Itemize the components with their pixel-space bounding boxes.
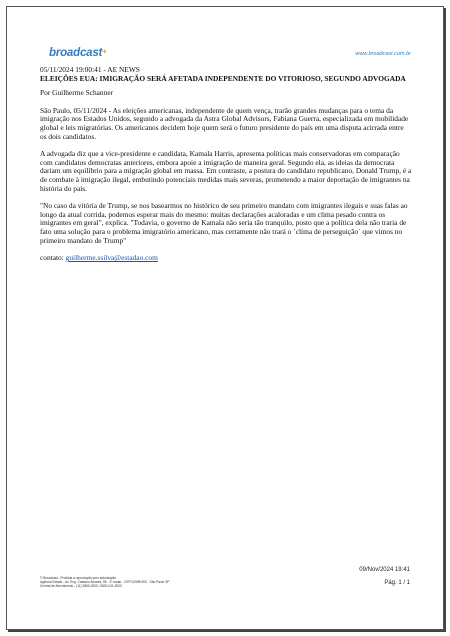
article-byline: Por Guilherme Schanner	[40, 88, 114, 98]
contact-line	[40, 254, 412, 263]
print-date: 09/Nov/2024 19:41	[359, 567, 410, 573]
article-headline: ELEIÇÕES EUA: IMIGRAÇÃO SERÁ AFETADA INDEPENDENTE DO VITORIOSO, SEGUNDO ADVOGADA	[40, 73, 406, 83]
article-paragraph: "No caso da vitória de Trump, se nos basearmos no histórico de seu primeiro mandato com imigrantes ilegais e suas falas ao longo da atual corrida, podemos esperar mais do mesmo: muitas declarações acaloradas e um clima pesado contra os imigrantes em geral", explica. "Todavia, o governo de Kamala não seria tão tranquilo, posto que a política dela não traria de fato uma solução para o problema imigratório americano, mas certamente não trará o ´clima de perseguição´ que vimos no primeiro mandato de Trump"	[40, 201, 408, 245]
contact-email-link[interactable]: guilherme.ssilva@estadao.com	[65, 253, 158, 263]
legal-notice	[40, 576, 300, 588]
article-paragraph: São Paulo, 05/11/2024 - As eleições americanas, independente de quem vença, trarão grandes mudanças para o tema da imigração nos Estados Unidos, segundo a advogada da Astra Global Advisors, Fabiana Guerra, especializada em mobilidade global e leis migratórias. Os americanos decidem hoje quem será o futuro presidente do país em uma disputa acirrada entre os dois candidatos.	[40, 105, 409, 141]
article-body	[40, 66, 412, 263]
website-link[interactable]: www.broadcast.com.br	[355, 51, 411, 57]
contact-label: contato:	[40, 253, 66, 263]
article-paragraph: A advogada diz que a vice-presidente e candidata, Kamala Harris, apresenta políticas mais conservadoras em comparação com candidatos democratas anteriores, embora apoie a imigração de maneira geral. Segundo ela, as ideias da democrata dariam um equilíbrio para a migração global em massa. Em contraste, a postura do candidato republicano, Donald Trump, é a de combate à imigração ilegal, embutindo potenciais medidas mais severas, prometendo a maior deportação de imigrantes na história do país.	[40, 149, 412, 193]
page-number: Pág. 1 / 1	[384, 580, 410, 586]
logo-text: broadcast	[49, 47, 103, 59]
broadcast-logo	[49, 47, 107, 59]
article-dateline: 05/11/2024 19:00:41 - AE NEWS	[40, 65, 140, 74]
legal-line: Central de Atendimento - (11) 3856-2500 / 0800-011-3000	[40, 584, 122, 589]
logo-star-icon: +	[102, 47, 107, 56]
legal-line: © Broadcast - Proibida a reprodução sem autorização.	[40, 576, 117, 580]
legal-line: Agência Estado - Av. Eng. Caetano Álvares, 55 - 3º andar - CEP 02598-900 - São Paulo SP	[40, 580, 170, 585]
